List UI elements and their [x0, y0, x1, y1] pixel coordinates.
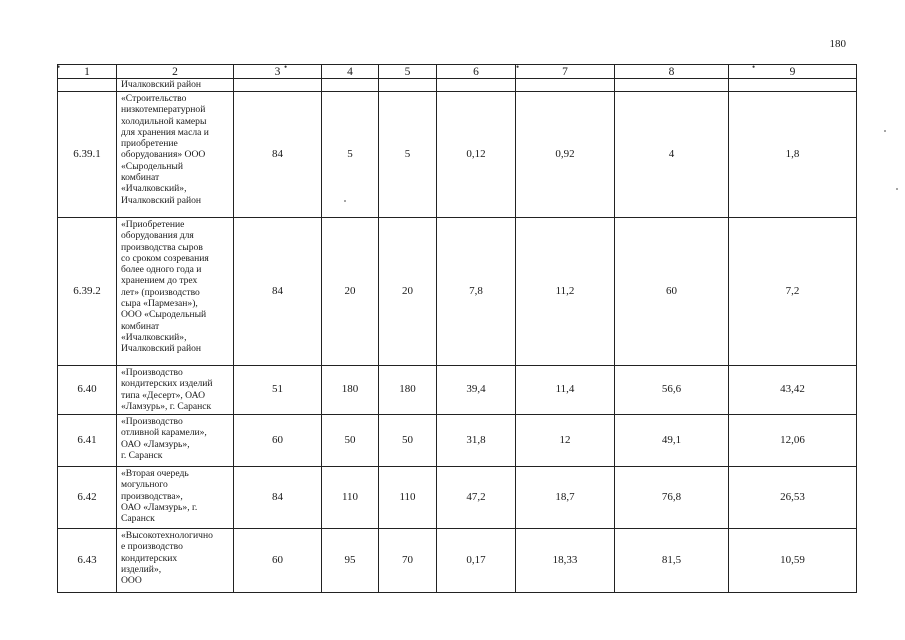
cell-value: 12,06: [729, 415, 857, 467]
continuation-row: [58, 79, 857, 92]
scan-mark: •: [57, 62, 61, 72]
cell-value: 0,92: [516, 92, 615, 218]
description-line: хранением до трех: [121, 275, 198, 287]
cell-value: 4: [615, 92, 729, 218]
description-line: производства»,: [121, 490, 183, 502]
cell-value: 7,2: [729, 218, 857, 366]
cell-value: 51: [234, 366, 322, 415]
cell-value: 76,8: [615, 467, 729, 529]
cell-value: 60: [234, 529, 322, 593]
cell-value: 43,42: [729, 366, 857, 415]
description-line: сыра «Пармезан»),: [121, 298, 198, 310]
table-row: [58, 467, 857, 529]
cell-value: 84: [234, 92, 322, 218]
description-line: со сроком созревания: [121, 252, 209, 264]
cell-value: 11,4: [516, 366, 615, 415]
cell-value: 18,7: [516, 467, 615, 529]
table-row: [58, 529, 857, 593]
cell-value: 50: [379, 415, 437, 467]
description-line: отливной карамели»,: [121, 427, 207, 439]
description-line: комбинат: [121, 320, 160, 332]
table-row: [58, 218, 857, 366]
table-row: [58, 366, 857, 415]
cell-empty: [379, 79, 437, 92]
cell-value: 60: [234, 415, 322, 467]
col-header: 8: [615, 65, 729, 79]
cell-value: 10,59: [729, 529, 857, 593]
cell-value: 180: [322, 366, 379, 415]
table-row: [58, 92, 857, 218]
cell-value: 49,1: [615, 415, 729, 467]
description-line: кондитерских изделий: [121, 378, 213, 390]
description-line: «Сыродельный: [121, 160, 183, 172]
description-line: е производство: [121, 541, 183, 553]
description-line: «Ичалковский»,: [121, 331, 187, 343]
cell-value: 84: [234, 467, 322, 529]
cell-row-number: 6.39.1: [58, 92, 117, 218]
page-number: 180: [829, 38, 846, 50]
description-line: более одного года и: [121, 264, 202, 276]
cell-value: 0,12: [437, 92, 516, 218]
col-header: 9: [729, 65, 857, 79]
cell-value: 81,5: [615, 529, 729, 593]
col-header: 1: [58, 65, 117, 79]
cell-value: 1,8: [729, 92, 857, 218]
cell-value: 31,8: [437, 415, 516, 467]
cell-value: 110: [322, 467, 379, 529]
scan-mark: •: [516, 62, 520, 72]
cell-empty: [615, 79, 729, 92]
description-line: низкотемпературной: [121, 104, 206, 116]
description-line: приобретение: [121, 138, 178, 150]
col-header: 7: [516, 65, 615, 79]
cell-description: Ичалковский район: [117, 79, 234, 92]
cell-value: 20: [322, 218, 379, 366]
cell-description: [117, 92, 234, 218]
description-line: «Ламзурь», г. Саранск: [121, 400, 212, 412]
cell-value: 26,53: [729, 467, 857, 529]
cell-description: [117, 529, 234, 593]
description-line: Саранск: [121, 513, 155, 525]
description-line: г. Саранск: [121, 449, 163, 461]
cell-row-number: 6.41: [58, 415, 117, 467]
description-line: изделий»,: [121, 563, 162, 575]
cell-value: 11,2: [516, 218, 615, 366]
cell-empty: [437, 79, 516, 92]
cell-value: 180: [379, 366, 437, 415]
cell-row-number: 6.39.2: [58, 218, 117, 366]
description-line: Ичалковский район: [121, 343, 202, 355]
description-line: кондитерских: [121, 552, 178, 564]
description-line: холодильной камеры: [121, 115, 207, 127]
description-line: комбинат: [121, 172, 160, 184]
col-header: 2: [117, 65, 234, 79]
cell-value: 95: [322, 529, 379, 593]
description-line: Ичалковский район: [121, 194, 202, 206]
description-line: «Вторая очередь: [121, 468, 189, 479]
cell-value: 84: [234, 218, 322, 366]
description-line: могульного: [121, 479, 168, 491]
col-header: 6: [437, 65, 516, 79]
header-row: [58, 65, 857, 79]
cell-value: 39,4: [437, 366, 516, 415]
cell-value: 60: [615, 218, 729, 366]
cell-value: 12: [516, 415, 615, 467]
cell-description: [117, 467, 234, 529]
cell-empty: [58, 79, 117, 92]
scan-mark: •: [284, 62, 288, 72]
cell-row-number: 6.42: [58, 467, 117, 529]
description-line: «Приобретение: [121, 219, 185, 230]
cell-description: [117, 415, 234, 467]
description-line: «Производство: [121, 367, 183, 378]
description-line: оборудования» ООО: [121, 149, 206, 161]
description-line: производства сыров: [121, 241, 203, 253]
description-line: ООО «Сыродельный: [121, 309, 207, 321]
table-row: [58, 415, 857, 467]
description-line: типа «Десерт», ОАО: [121, 389, 205, 401]
scan-mark: •: [752, 62, 756, 72]
cell-value: 18,33: [516, 529, 615, 593]
col-header: 3: [234, 65, 322, 79]
cell-description: [117, 218, 234, 366]
cell-value: 5: [379, 92, 437, 218]
description-line: «Производство: [121, 416, 183, 427]
cell-row-number: 6.43: [58, 529, 117, 593]
cell-empty: [234, 79, 322, 92]
scan-speck: [884, 130, 886, 132]
description-line: ООО: [121, 575, 142, 587]
cell-value: 47,2: [437, 467, 516, 529]
description-line: «Строительство: [121, 93, 187, 104]
cell-value: 70: [379, 529, 437, 593]
description-line: «Ичалковский»,: [121, 183, 187, 195]
description-line: «Высокотехнологично: [121, 530, 213, 541]
description-line: лет» (производство: [121, 286, 200, 298]
description-line: ОАО «Ламзурь», г.: [121, 501, 198, 513]
cell-description: [117, 366, 234, 415]
cell-row-number: 6.40: [58, 366, 117, 415]
cell-empty: [516, 79, 615, 92]
col-header: 5: [379, 65, 437, 79]
cell-value: 5: [322, 92, 379, 218]
cell-value: 110: [379, 467, 437, 529]
cell-value: 20: [379, 218, 437, 366]
description-line: ОАО «Ламзурь»,: [121, 438, 190, 450]
col-header: 4: [322, 65, 379, 79]
cell-value: 7,8: [437, 218, 516, 366]
description-line: для хранения масла и: [121, 126, 209, 138]
cell-empty: [729, 79, 857, 92]
data-table: [57, 64, 857, 593]
scan-speck: [896, 188, 898, 190]
cell-empty: [322, 79, 379, 92]
cell-value: 0,17: [437, 529, 516, 593]
description-line: оборудования для: [121, 230, 194, 242]
cell-value: 56,6: [615, 366, 729, 415]
cell-value: 50: [322, 415, 379, 467]
